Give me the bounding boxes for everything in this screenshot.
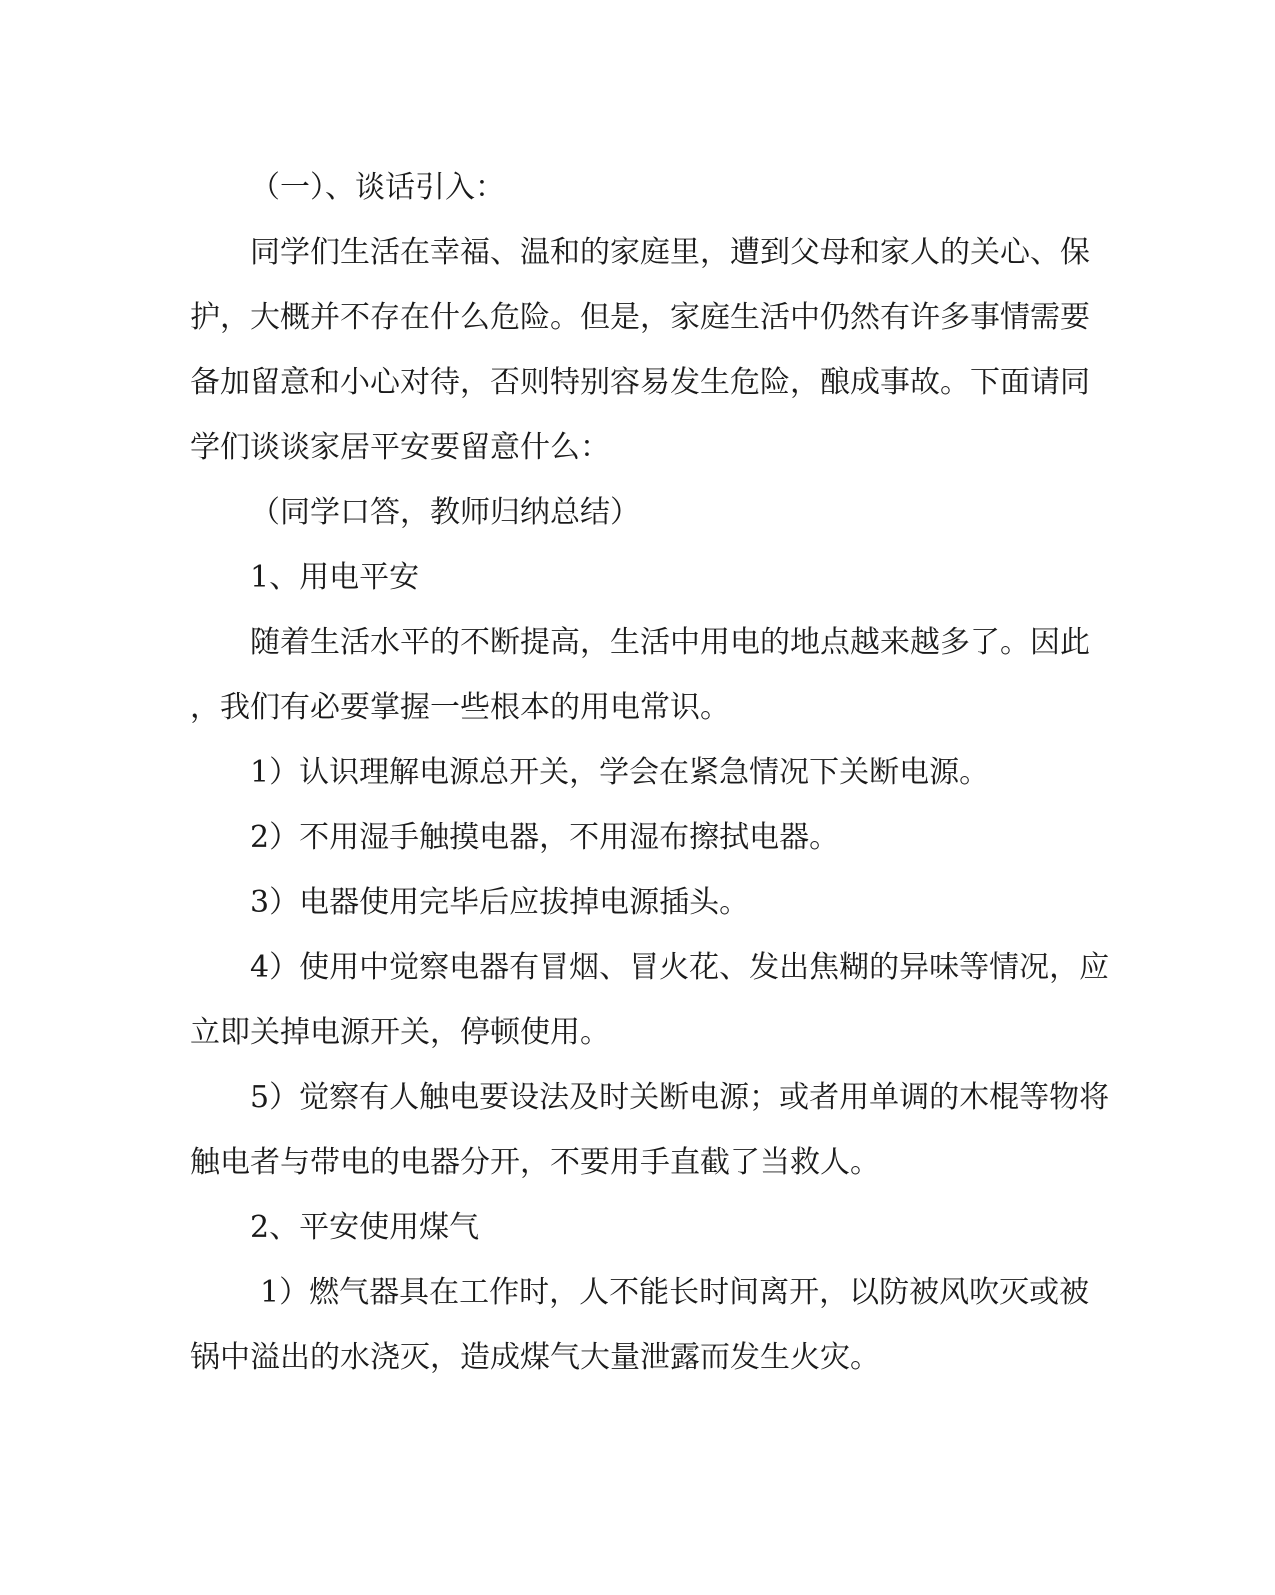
list-item-line: 3）电器使用完毕后应拔掉电源插头。	[250, 885, 750, 920]
paragraph-line: 随着生活水平的不断提高，生活中用电的地点越来越多了。因此	[250, 625, 1090, 660]
paragraph-line: 同学们生活在幸福、温和的家庭里，遭到父母和家人的关心、保	[250, 235, 1090, 270]
paragraph-line: 护，大概并不存在什么危险。但是，家庭生活中仍然有许多事情需要	[190, 300, 1090, 335]
list-item-line: 立即关掉电源开关，停顿使用。	[190, 1015, 610, 1050]
list-item-line: 1）认识理解电源总开关，学会在紧急情况下关断电源。	[250, 755, 990, 790]
list-item-line: 触电者与带电的电器分开，不要用手直截了当救人。	[190, 1145, 880, 1180]
list-item-line: 5）觉察有人触电要设法及时关断电源；或者用单调的木棍等物将	[250, 1080, 1110, 1115]
paragraph-line: 备加留意和小心对待，否则特别容易发生危险，酿成事故。下面请同	[190, 365, 1090, 400]
paragraph-line: （同学口答，教师归纳总结）	[250, 495, 640, 530]
list-item-line: 1）燃气器具在工作时，人不能长时间离开，以防被风吹灭或被	[260, 1275, 1090, 1310]
subsection-heading-electricity: 1、用电平安	[250, 560, 420, 595]
paragraph-line: 学们谈谈家居平安要留意什么：	[190, 430, 610, 465]
document-body	[190, 155, 1110, 1390]
subsection-heading-gas: 2、平安使用煤气	[250, 1210, 480, 1245]
paragraph-line: ，我们有必要掌握一些根本的用电常识。	[190, 690, 730, 725]
section-heading-talk-intro: （一）、谈话引入：	[250, 170, 505, 205]
list-item-line: 4）使用中觉察电器有冒烟、冒火花、发出焦糊的异味等情况，应	[250, 950, 1110, 985]
list-item-line: 2）不用湿手触摸电器，不用湿布擦拭电器。	[250, 820, 840, 855]
list-item-line: 锅中溢出的水浇灭，造成煤气大量泄露而发生火灾。	[190, 1340, 880, 1375]
